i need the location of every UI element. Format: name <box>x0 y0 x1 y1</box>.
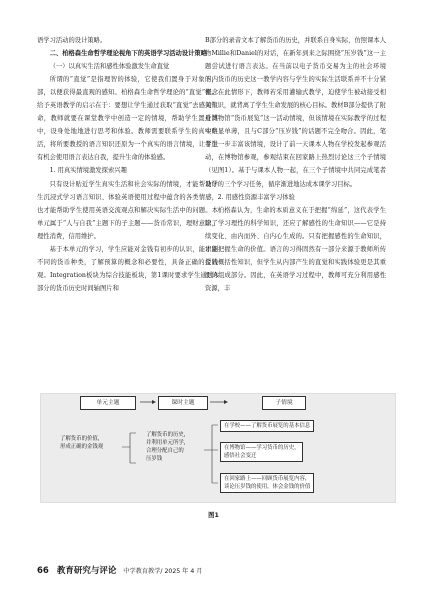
figure-header-lesson-theme: 课时主题 <box>158 396 208 410</box>
figure-header-sub-context: 子情境 <box>262 396 306 410</box>
journal-edition: 中学教育教学/ 2025 年 4 月 <box>123 568 203 575</box>
subsection-heading: （一）以真实生活和感性体验激发生命直觉 <box>49 63 170 71</box>
body-paragraph: 基于本单元的学习，学生应能对金钱有初步的认识，能识别不同的货币种类，了解预算的概念和必要性，具备正确的金钱观。Integration板块为综合技能板块，第1课时要求学生通过A部分的货币历史时间轴图片和 <box>37 245 218 292</box>
body-paragraph: 2. 用感性资源丰富学习体验 <box>217 193 295 201</box>
page-number: 66 <box>37 566 49 576</box>
sub-context-museum: 在博物馆——学习货币的历史， 感悟社会变迁 <box>220 442 303 462</box>
body-paragraph: 1. 用真实情境激发探索兴趣 <box>49 167 127 175</box>
body-paragraph: 所谓的“直觉”是指理智的体验，它使我们置身于对象的内部，以便获得最直观的感知。柏格森生命哲学理论的“直觉”概念给予英语教学的启示在于：要想让学生通过获取“直觉”去感知生命，教师就要在课堂教学中创造一定的情境，帮助学生置身其中，设身处地地进行思考和体验。教师需要联系学生的真实生活，将所要教授的语言知识还原为一个真实的语言情境，让学生有机会使用语言表达自我，提升生命的体验感。 <box>37 76 218 162</box>
figure-1 <box>40 393 396 503</box>
figure-unit-theme-text: 了解货币的价值， 形成正确的金钱观 <box>60 436 104 450</box>
right-text-column <box>205 34 386 295</box>
figure-caption: 图1 <box>208 512 219 519</box>
left-text-column <box>37 34 218 295</box>
journal-title: 教育研究与评论 <box>56 566 117 576</box>
figure-header-unit-theme: 单元主题 <box>80 396 136 410</box>
page-footer <box>37 564 202 576</box>
body-paragraph: 只有设计贴近学生真实生活和社会实际的情境，才能帮助学生沉浸式学习语言知识、体验英语使用过程中蕴含的各类情感，也才能帮助学生使用英语交流观点和解决实际生活中的问题。本单元属于“人与自我”主题下的子主题——货币常识，理财意识，理性消费，信用维护。 <box>37 180 218 240</box>
body-paragraph: B部分的录音文本了解货币的历史，并联系自身实际，仿照课本人物Millie和Daniel的对话，在新年到来之际围绕“压岁钱”这一主题尝试进行语言表达。在当前以电子货币交易为主的社会环境下，货币的历史这一教学内容与学生的实际生活联系并不十分紧密。在此情形下，教师若采用灌输式教学，迫使学生被动接受相关知识，就背离了学生生命发展的核心目标。教材B部分提供了附近博物馆“货币展览”这一活动情境，但该情境在实际教学的过程中略显单薄，且与C部分“压岁钱”的话题不完全吻合。因此，笔者进一步丰富该情境，设计了前一天课本人物在学校发起参观活动，在博物馆参观，参观结束在回家路上热烈讨论这三个子情境（见图1）。基于与课本人物一起，在三个子情境中共同完成笔者设计的三个学习任务，循序渐进地达成本课学习目标。 <box>205 37 386 188</box>
body-paragraph: 柏格森认为，生命的本质意义在于把握“绵延”，这代表学生除了学习理性的科学知识，还应了解感性的生命知识——它是持续变化、由内而外、自内心生成的。只有把握感性的生命知识，才能把握生命的价值。语言的习得固然有一部分来源于教师所传授的概括性知识，但学生从内部产生的直觉和实践体验更是其重要的组成部分。因此，在英语学习过程中，教师可充分利用感性资源，丰 <box>205 206 386 292</box>
section-heading: 二、柏格森生命哲学理论视角下的英语学习活动设计策略 <box>49 50 208 58</box>
sub-context-way-home: 在回家路上——回顾货币展览内容， 谈论压岁钱的使用，体会金钱的价值 <box>220 473 314 493</box>
sub-context-school: 在学校——了解货币展览的基本信息 <box>220 420 314 432</box>
figure-lesson-theme-text: 了解货币的历史， 并利用单元所学， 合理分配自己的 压岁钱 <box>146 432 190 462</box>
body-paragraph: 语学习活动的设计策略。 <box>37 37 107 44</box>
